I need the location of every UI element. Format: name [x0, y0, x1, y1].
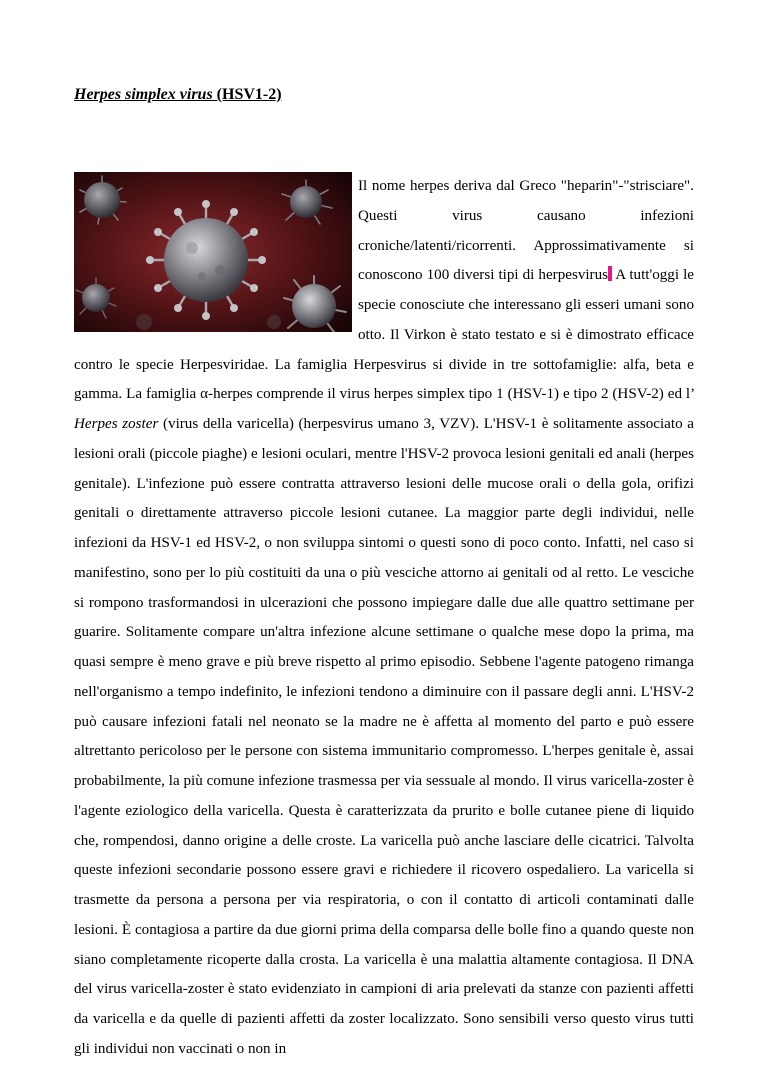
- title-suffix: (HSV1-2): [212, 86, 282, 103]
- herpes-zoster-italic: Herpes zoster: [74, 416, 159, 432]
- paragraph-continued: (virus della varicella) (herpesvirus umano 3, VZV). L'HSV-1 è solitamente associato a lesioni orali (piccole piaghe) e lesioni oculari, mentre l'HSV-2 provoca lesioni genitali ed anali (herpes genitale). L'infezione può essere contratta attraverso lesioni delle mucose orali o della gola, orifizi genitali o direttamente attraverso piccole lesioni cutanee. La maggior parte degli individui, nelle infezioni da HSV-1 ed HSV-2, o non sviluppa sintomi o questi sono di poco conto. Infatti, nel caso si manifestino, sono per lo più costituiti da una o più vesciche attorno ai genitali od al retto. Le vesciche si rompono trasformandosi in ulcerazioni che possono impiegare dalle due alle quattro settimane per guarire. Solitamente compare un'altra infezione alcune settimane o qualche mese dopo la prima, ma quasi sempre è meno grave e più breve rispetto al primo episodio. Sebbene l'agente patogeno rimanga nell'organismo a tempo indefinito, le infezioni tendono a diminuire con il passare degli anni. L'HSV-2 può causare infezioni fatali nel neonato se la madre ne è affetta al momento del parto e può essere altrettanto pericoloso per le persone con sistema immunitario compromesso. L'herpes genitale è, assai probabilmente, la più comune infezione trasmessa per via sessuale al mondo. Il virus varicella-zoster è l'agente eziologico della varicella. Questa è caratterizzata da prurito e bolle cutanee piene di liquido che, rompendosi, danno origine a delle croste. La varicella può anche lasciare delle cicatrici. Talvolta queste infezioni secondarie possono essere gravi e richiedere il ricovero ospedaliero. La varicella si trasmette da persona a persona per via respiratoria, o con il contatto di articoli contaminati dalle lesioni. È contagiosa a partire da due giorni prima della comparsa delle bolle fino a quando queste non siano completamente ricoperte dalla crosta. La varicella è una malattia altamente contagiosa. Il DNA del virus varicella-zoster è stato evidenziato in campioni di aria prelevati da stanze con pazienti affetti da varicella e da quelle di pazienti affetti da zoster localizzato. Sono sensibili verso questo virus tutti gli individui non vaccinati o non in: [74, 416, 694, 1057]
- body-paragraph: [74, 172, 694, 1065]
- title-italic: Herpes simplex virus: [74, 86, 213, 103]
- page-title: [74, 85, 282, 105]
- image-wrap-spacer: [74, 172, 358, 338]
- paragraph-main: A tutt'oggi le specie conosciute che interessano gli esseri umani sono otto. Il Virkon è stato testato e si è dimostrato efficace contro le specie Herpesviridae. La famiglia Herpesvirus si divide in tre sottofamiglie: alfa, beta e gamma. La famiglia α-herpes comprende il virus herpes simplex tipo 1 (HSV-1) e tipo 2 (HSV-2) ed l’: [74, 267, 694, 403]
- paragraph-intro: Il nome herpes deriva dal Greco "heparin"-"strisciare". Questi virus causano infezioni croniche/latenti/ricorrenti. Approssimativamente si conoscono 100 diversi tipi di herpesvirus: [358, 178, 694, 284]
